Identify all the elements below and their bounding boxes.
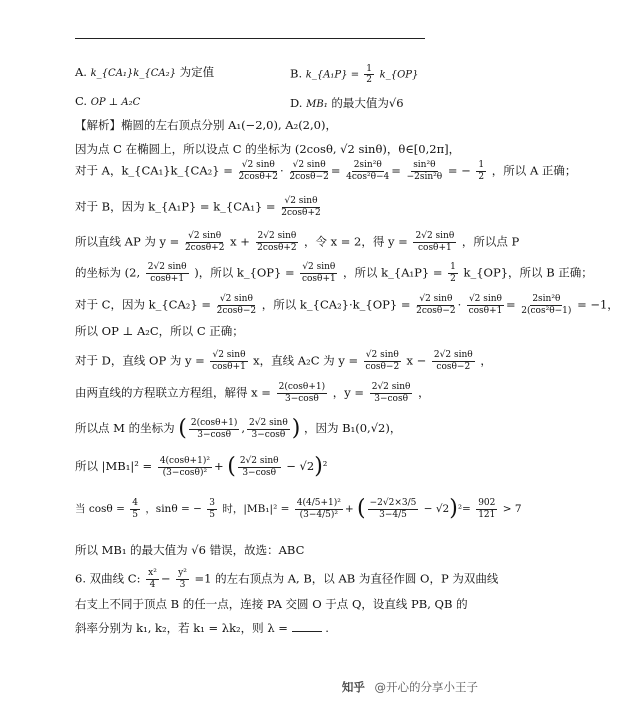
option-d: D. MB₁ 的最大值为√6	[290, 96, 404, 110]
line-b3: 的坐标为 (2, $\frac{2√2 \sin\theta}{\cos\theta+1}$ )，所以 k_{OP} = $\frac{√2 \sin\theta}{\cos\theta+1}$ ，所以 k_{A₁P} = $\frac{1}{2}$ k_{OP}，所以 B 正确；	[75, 262, 593, 284]
top-rule	[75, 38, 425, 39]
problem-6-line-2: 右支上不同于顶点 B 的任一点，连接 PA 交圆 O 于点 Q，设直线 PB, QB 的	[75, 597, 468, 611]
line-d4: 所以 |MB₁|² = $\frac{\text{4(cosθ+1)²}}{\text{(3−cosθ)²}}$ + ( $\frac{2√2 \sin\theta}{3-\cos\theta}$ − √2)²	[75, 454, 328, 479]
line-d1: 对于 D，直线 OP 为 y = $\frac{√2 \sin\theta}{\cos\theta+1}$ x，直线 A₂C 为 y = $\frac{√2 \sin\theta}{\cos\theta-2}$ x − $\frac{2√2 \sin\theta}{\cos\theta-2}$ ，	[75, 350, 492, 372]
watermark-text: @开心的分享小王子	[374, 680, 478, 694]
option-b: B. k_{A₁P} = $\frac{1}{2}$ k_{OP}	[290, 64, 419, 85]
watermark	[342, 679, 478, 695]
line-b1: 对于 B，因为 k_{A₁P} = k_{CA₁} = $\frac{√2 \sin\theta}{2\cos\theta+2}$	[75, 196, 321, 218]
line-d5: 当 cosθ = $\frac{4}{5}$ ，sinθ = − $\frac{3}{5}$ 时，|MB₁|² = $\frac{\text{4(4/5+1)²}}{\text{(3−4/5)²}}$ + ( $\frac{-2√2\times 3/5}{3-4/5}$ − √2)²= $\frac{902}{121}$ > 7	[75, 496, 522, 521]
line-c2: 所以 OP ⊥ A₂C，所以 C 正确；	[75, 324, 244, 338]
line-conclusion: 所以 MB₁ 的最大值为 √6 错误，故选：ABC	[75, 543, 305, 557]
solution-heading: 【解析】椭圆的左右顶点分别 A₁(−2,0), A₂(2,0)，	[75, 118, 337, 132]
line-c1: 对于 C，因为 k_{CA₂} = $\frac{√2 \sin\theta}{2\cos\theta-2}$ ，所以 k_{CA₂}·k_{OP} = $\frac{√2 \sin\theta}{2\cos\theta-2}$ · $\frac{√2 \sin\theta}{\cos\theta+1}$ = $\frac{\text{2sin²θ}}{\text{2(cos²θ−1)}}$ = −1，	[75, 294, 619, 316]
option-a: A. k_{CA₁}k_{CA₂} 为定值	[75, 65, 215, 79]
line-d3: 所以点 M 的坐标为 ( $\frac{2(\cos\theta+1)}{3-\cos\theta}$ , $\frac{2√2 \sin\theta}{3-\cos\theta}$ ) ，因为 B₁(0,√2)，	[75, 416, 402, 441]
line-d2: 由两直线的方程联立方程组，解得 x = $\frac{2(\cos\theta+1)}{3-\cos\theta}$ ，y = $\frac{2√2 \sin\theta}{3-\cos\theta}$ ，	[75, 382, 430, 404]
option-c: C. OP ⊥ A₂C	[75, 94, 141, 108]
answer-blank	[292, 631, 322, 632]
line-2: 因为点 C 在椭圆上，所以设点 C 的坐标为 (2cosθ, √2 sinθ)，θ∈[0,2π]，	[75, 142, 461, 156]
line-b2: 所以直线 AP 为 y = $\frac{√2 \sin\theta}{2\cos\theta+2}$ x + $\frac{2√2 \sin\theta}{2\cos\theta+2}$ ，令 x = 2，得 y = $\frac{2√2 \sin\theta}{\cos\theta+1}$ ，所以点 P	[75, 231, 520, 253]
problem-6-line-1: 6. 双曲线 C: $\frac{\text{x²}}{4}$ − $\frac{\text{y²}}{3}$ =1 的左右顶点为 A, B，以 AB 为直径作圆 O，P 为双曲线	[75, 568, 499, 590]
zhihu-logo: 知乎	[341, 680, 365, 694]
problem-6-line-3: 斜率分别为 k₁, k₂，若 k₁ = λk₂，则 λ = .	[75, 621, 329, 635]
line-a: 对于 A，k_{CA₁}k_{CA₂} = $\frac{√2 \sin\theta}{2\cos\theta+2}$ · $\frac{√2 \sin\theta}{2\cos\theta-2}$ = $\frac{\text{2sin²θ}}{\text{4cos²θ−4}}$ = $\frac{\text{sin²θ}}{\text{−2sin²θ}}$ = − $\frac{1}{2}$ ，所以 A 正确；	[75, 160, 577, 182]
